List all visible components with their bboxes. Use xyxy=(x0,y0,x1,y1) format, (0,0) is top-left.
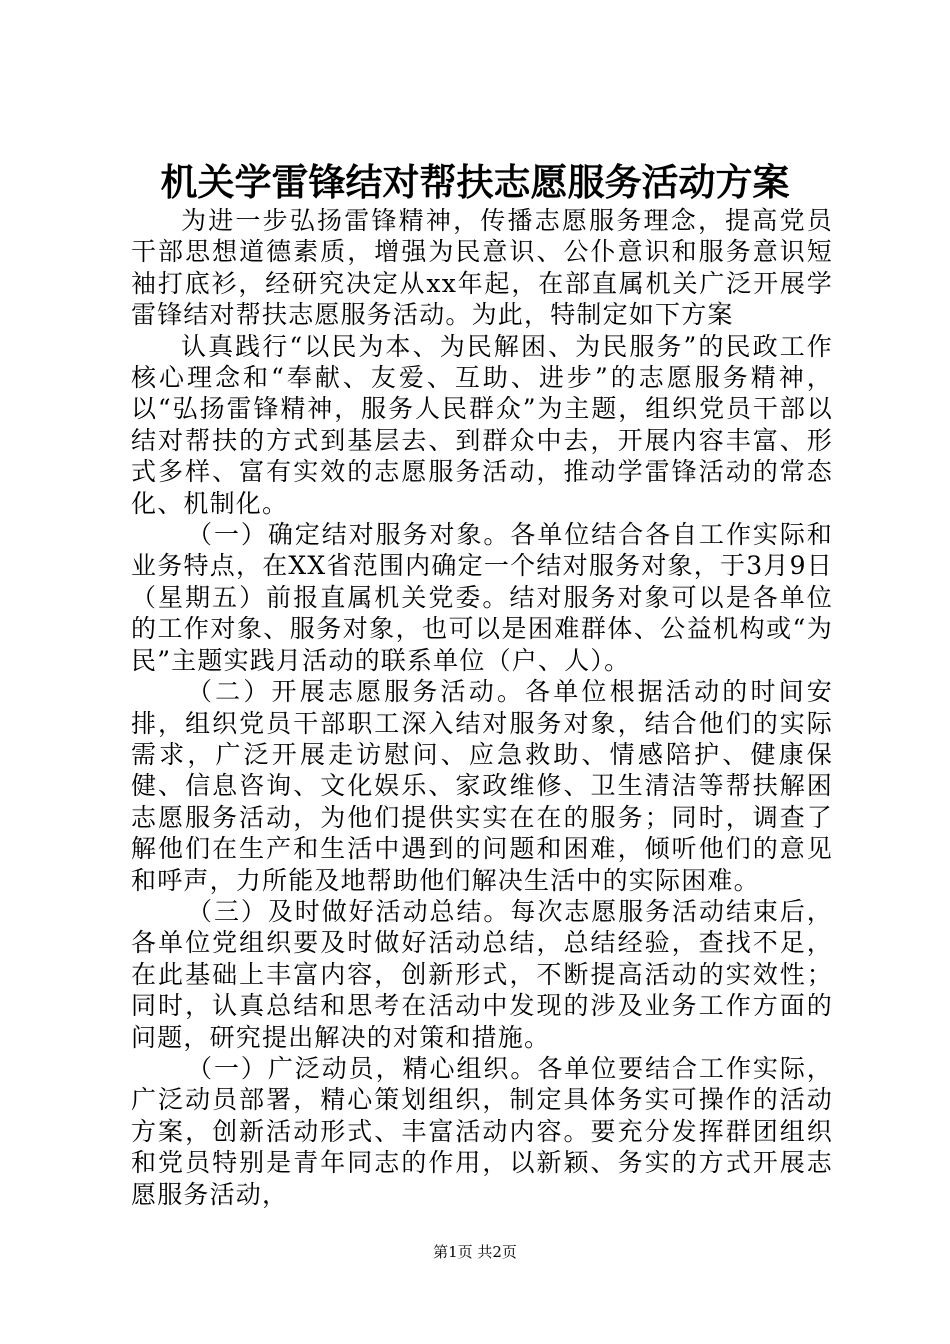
paragraph-determine-targets: （一）确定结对服务对象。各单位结合各自工作实际和业务特点，在XX省范围内确定一个结对服务对象，于3月9日（星期五）前报直属机关党委。结对服务对象可以是各单位的工作对象、服务对象，也可以是困难群体、公益机构或“为民”主题实践月活动的联系单位（户、人）。 xyxy=(131,520,833,675)
paragraph-intro: 为进一步弘扬雷锋精神，传播志愿服务理念，提高党员干部思想道德素质，增强为民意识、公仆意识和服务意识短袖打底衫，经研究决定从xx年起，在部直属机关广泛开展学雷锋结对帮扶志愿服务活动。为此，特制定如下方案 xyxy=(131,206,833,330)
document-body xyxy=(131,205,833,1210)
document-title: 机关学雷锋结对帮扶志愿服务活动方案 xyxy=(160,161,790,204)
paragraph-summarize-activities: （三）及时做好活动总结。每次志愿服务活动结束后，各单位党组织要及时做好活动总结，总结经验，查找不足，在此基础上丰富内容，创新形式，不断提高活动的实效性；同时，认真总结和思考在活动中发现的涉及业务工作方面的问题，研究提出解决的对策和措施。 xyxy=(131,896,833,1052)
page-number-footer: 第1页 共2页 xyxy=(433,1243,517,1261)
paragraph-mobilize-organize: （一）广泛动员，精心组织。各单位要结合工作实际，广泛动员部署，精心策划组织，制定具体务实可操作的活动方案，创新活动形式、丰富活动内容。要充分发挥群团组织和党员特别是青年同志的作用，以新颖、务实的方式开展志愿服务活动， xyxy=(131,1053,833,1209)
paragraph-guiding-idea: 认真践行“以民为本、为民解困、为民服务”的民政工作核心理念和“奉献、友爱、互助、进步”的志愿服务精神，以“弘扬雷锋精神，服务人民群众”为主题，组织党员干部以结对帮扶的方式到基层去、到群众中去，开展内容丰富、形式多样、富有实效的志愿服务活动，推动学雷锋活动的常态化、机制化。 xyxy=(131,331,833,518)
paragraph-carry-out-activities: （二）开展志愿服务活动。各单位根据活动的时间安排，组织党员干部职工深入结对服务对象，结合他们的实际需求，广泛开展走访慰问、应急救助、情感陪护、健康保健、信息咨询、文化娱乐、家政维修、卫生清洁等帮扶解困志愿服务活动，为他们提供实实在在的服务；同时，调查了解他们在生产和生活中遇到的问题和困难，倾听他们的意见和呼声，力所能及地帮助他们解决生活中的实际困难。 xyxy=(131,677,833,895)
